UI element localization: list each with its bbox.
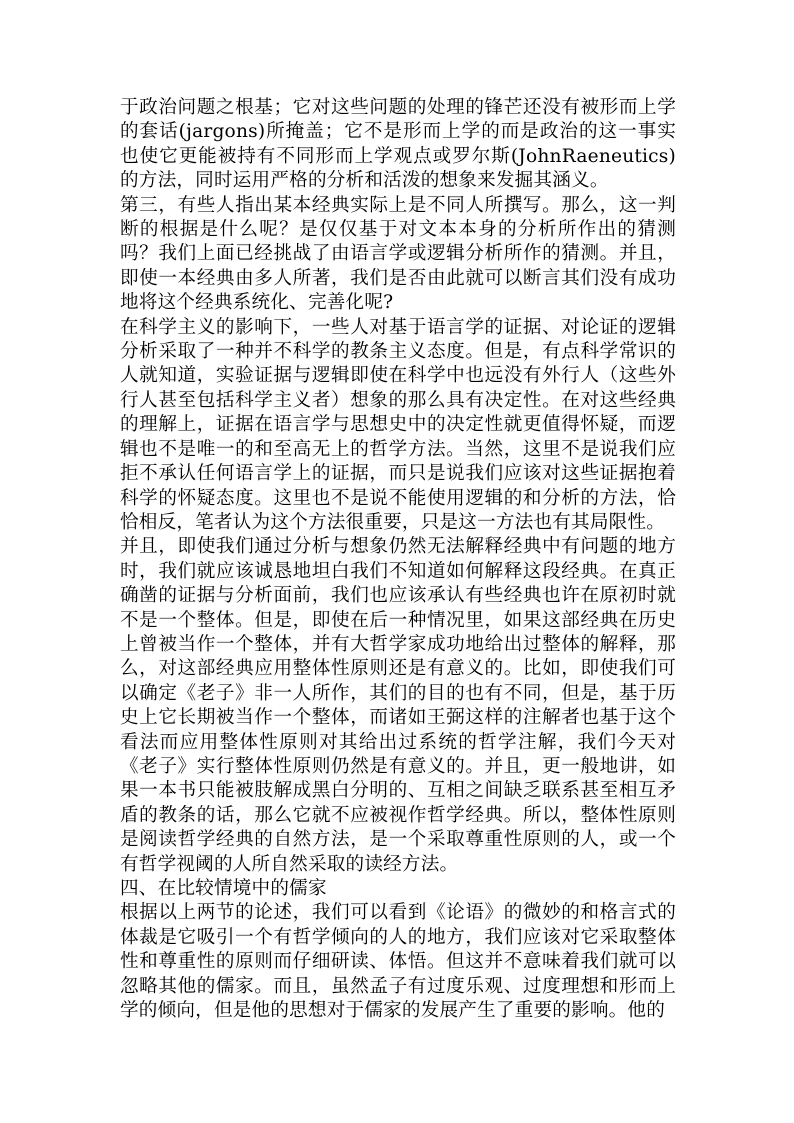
document-page [120,96,676,1023]
paragraph-1: 于政治问题之根基；它对这些问题的处理的锋芒还没有被形而上学的套话(jargons)所掩盖；它不是形而上学的而是政治的这一事实也使它更能被持有不同形而上学观点或罗尔斯(JohnRaeneutics)的方法，同时运用严格的分析和活泼的想象来发掘其涵义。 [120,97,676,192]
paragraph-3: 在科学主义的影响下，一些人对基于语言学的证据、对论证的逻辑分析采取了一种并不科学的教条主义态度。但是，有点科学常识的人就知道，实验证据与逻辑即使在科学中也远没有外行人（这些外行人甚至包括科学主义者）想象的那么具有决定性。在对这些经典的理解上，证据在语言学与思想史中的决定性就更值得怀疑，而逻辑也不是唯一的和至高无上的哲学方法。当然，这里不是说我们应拒不承认任何语言学上的证据，而只是说我们应该对这些证据抱着科学的怀疑态度。这里也不是说不能使用逻辑的和分析的方法，恰恰相反，笔者认为这个方法很重要，只是这一方法也有其局限性。 [120,316,676,533]
section-heading: 四、在比较情境中的儒家 [120,878,327,899]
paragraph-2: 第三，有些人指出某本经典实际上是不同人所撰写。那么，这一判断的根据是什么呢？是仅仅基于对文本本身的分析所作出的猜测吗？我们上面已经挑战了由语言学或逻辑分析所作的猜测。并且，即使一本经典由多人所著，我们是否由此就可以断言其们没有成功地将这个经典系统化、完善化呢? [120,194,676,314]
paragraph-5: 根据以上两节的论述，我们可以看到《论语》的微妙的和格言式的体裁是它吸引一个有哲学倾向的人的地方，我们应该对它采取整体性和尊重性的原则而仔细研读、体悟。但这并不意味着我们就可以忽略其他的儒家。而且，虽然孟子有过度乐观、过度理想和形而上学的倾向，但是他的思想对于儒家的发展产生了重要的影响。他的 [120,902,676,1022]
paragraph-4: 并且，即使我们通过分析与想象仍然无法解释经典中有问题的地方时，我们就应该诚恳地坦白我们不知道如何解释这段经典。在真正确凿的证据与分析面前，我们也应该承认有些经典也许在原初时就不是一个整体。但是，即使在后一种情况里，如果这部经典在历史上曾被当作一个整体，并有大哲学家成功地给出过整体的解释，那么，对这部经典应用整体性原则还是有意义的。比如，即使我们可以确定《老子》非一人所作，其们的目的也有不同，但是，基于历史上它长期被当作一个整体，而诸如王弼这样的注解者也基于这个看法而应用整体性原则对其给出过系统的哲学注解，我们今天对《老子》实行整体性原则仍然是有意义的。并且，更一般地讲，如果一本书只能被肢解成黑白分明的、互相之间缺乏联系甚至相互矛盾的教条的话，那么它就不应被视作哲学经典。所以，整体性原则是阅读哲学经典的自然方法，是一个采取尊重性原则的人，或一个有哲学视阈的人所自然采取的读经方法。 [120,536,676,875]
